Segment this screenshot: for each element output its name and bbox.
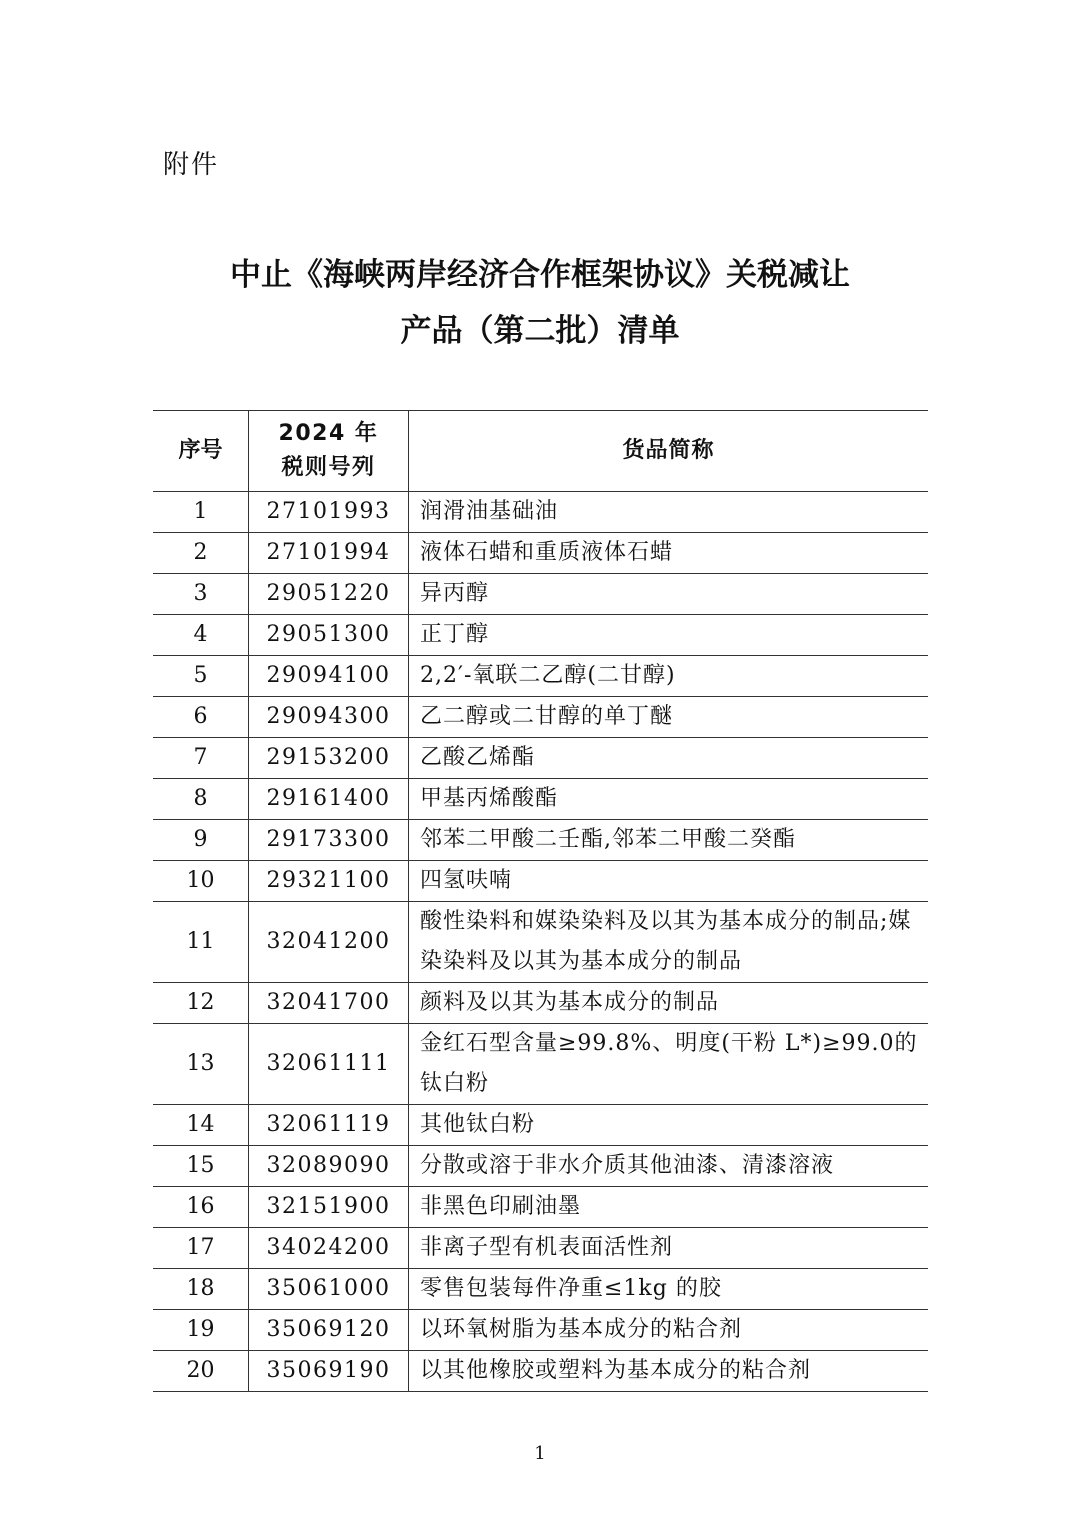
table-header-row	[153, 411, 928, 492]
table-body	[153, 492, 928, 1392]
cell-tariff-code: 32151900	[249, 1187, 409, 1228]
cell-tariff-code: 32041700	[249, 983, 409, 1024]
cell-tariff-code: 29094300	[249, 697, 409, 738]
cell-tariff-code: 35069190	[249, 1351, 409, 1392]
table-row	[153, 1269, 928, 1310]
cell-seq: 11	[153, 902, 249, 983]
cell-goods-name: 酸性染料和媒染染料及以其为基本成分的制品;媒染染料及以其为基本成分的制品	[409, 902, 929, 983]
table-row	[153, 492, 928, 533]
table-row	[153, 574, 928, 615]
cell-goods-name: 乙二醇或二甘醇的单丁醚	[409, 697, 929, 738]
cell-seq: 9	[153, 820, 249, 861]
cell-seq: 8	[153, 779, 249, 820]
cell-seq: 4	[153, 615, 249, 656]
page-number: 1	[534, 1443, 546, 1464]
table-row	[153, 615, 928, 656]
cell-goods-name: 以其他橡胶或塑料为基本成分的粘合剂	[409, 1351, 929, 1392]
cell-tariff-code: 29094100	[249, 656, 409, 697]
cell-tariff-code: 29173300	[249, 820, 409, 861]
table-row	[153, 820, 928, 861]
cell-tariff-code: 34024200	[249, 1228, 409, 1269]
cell-tariff-code: 27101993	[249, 492, 409, 533]
cell-tariff-code: 35069120	[249, 1310, 409, 1351]
cell-goods-name: 颜料及以其为基本成分的制品	[409, 983, 929, 1024]
cell-tariff-code: 32061111	[249, 1024, 409, 1105]
cell-seq: 7	[153, 738, 249, 779]
cell-tariff-code: 32041200	[249, 902, 409, 983]
cell-goods-name: 润滑油基础油	[409, 492, 929, 533]
header-tariff-code-line1: 2024 年	[278, 421, 379, 446]
attachment-label: 附件	[163, 150, 220, 180]
cell-seq: 6	[153, 697, 249, 738]
document-title-line2: 产品（第二批）清单	[400, 313, 680, 349]
cell-goods-name: 以环氧树脂为基本成分的粘合剂	[409, 1310, 929, 1351]
table-row	[153, 1146, 928, 1187]
cell-goods-name: 零售包装每件净重≤1kg 的胶	[409, 1269, 929, 1310]
table-row	[153, 1024, 928, 1105]
table-row	[153, 1105, 928, 1146]
header-seq: 序号	[153, 411, 249, 492]
cell-seq: 20	[153, 1351, 249, 1392]
table-row	[153, 656, 928, 697]
table-row	[153, 983, 928, 1024]
cell-seq: 19	[153, 1310, 249, 1351]
table-row	[153, 697, 928, 738]
cell-seq: 3	[153, 574, 249, 615]
cell-seq: 1	[153, 492, 249, 533]
table-row	[153, 533, 928, 574]
cell-goods-name: 四氢呋喃	[409, 861, 929, 902]
cell-tariff-code: 29153200	[249, 738, 409, 779]
cell-tariff-code: 32089090	[249, 1146, 409, 1187]
cell-tariff-code: 35061000	[249, 1269, 409, 1310]
cell-seq: 18	[153, 1269, 249, 1310]
cell-seq: 17	[153, 1228, 249, 1269]
table-row	[153, 902, 928, 983]
cell-seq: 2	[153, 533, 249, 574]
cell-goods-name: 其他钛白粉	[409, 1105, 929, 1146]
cell-goods-name: 邻苯二甲酸二壬酯,邻苯二甲酸二癸酯	[409, 820, 929, 861]
cell-tariff-code: 32061119	[249, 1105, 409, 1146]
cell-seq: 15	[153, 1146, 249, 1187]
header-tariff-code	[249, 411, 409, 492]
cell-goods-name: 异丙醇	[409, 574, 929, 615]
cell-tariff-code: 29051300	[249, 615, 409, 656]
cell-goods-name: 液体石蜡和重质液体石蜡	[409, 533, 929, 574]
table-row	[153, 1187, 928, 1228]
cell-goods-name: 非黑色印刷油墨	[409, 1187, 929, 1228]
table-row	[153, 1310, 928, 1351]
cell-tariff-code: 29161400	[249, 779, 409, 820]
goods-table	[153, 410, 928, 1392]
table-row	[153, 1351, 928, 1392]
cell-seq: 12	[153, 983, 249, 1024]
cell-seq: 16	[153, 1187, 249, 1228]
cell-tariff-code: 29051220	[249, 574, 409, 615]
header-goods-name: 货品简称	[409, 411, 929, 492]
header-tariff-code-line2: 税则号列	[281, 455, 376, 480]
cell-goods-name: 金红石型含量≥99.8%、明度(干粉 L*)≥99.0的钛白粉	[409, 1024, 929, 1105]
table-row	[153, 1228, 928, 1269]
cell-goods-name: 分散或溶于非水介质其他油漆、清漆溶液	[409, 1146, 929, 1187]
cell-goods-name: 非离子型有机表面活性剂	[409, 1228, 929, 1269]
cell-seq: 10	[153, 861, 249, 902]
cell-tariff-code: 29321100	[249, 861, 409, 902]
table-row	[153, 738, 928, 779]
table-row	[153, 861, 928, 902]
document-title-line1: 中止《海峡两岸经济合作框架协议》关税减让	[230, 257, 850, 293]
cell-goods-name: 乙酸乙烯酯	[409, 738, 929, 779]
cell-tariff-code: 27101994	[249, 533, 409, 574]
cell-seq: 14	[153, 1105, 249, 1146]
table-row	[153, 779, 928, 820]
cell-goods-name: 正丁醇	[409, 615, 929, 656]
cell-goods-name: 2,2′-氧联二乙醇(二甘醇)	[409, 656, 929, 697]
cell-seq: 13	[153, 1024, 249, 1105]
cell-goods-name: 甲基丙烯酸酯	[409, 779, 929, 820]
cell-seq: 5	[153, 656, 249, 697]
